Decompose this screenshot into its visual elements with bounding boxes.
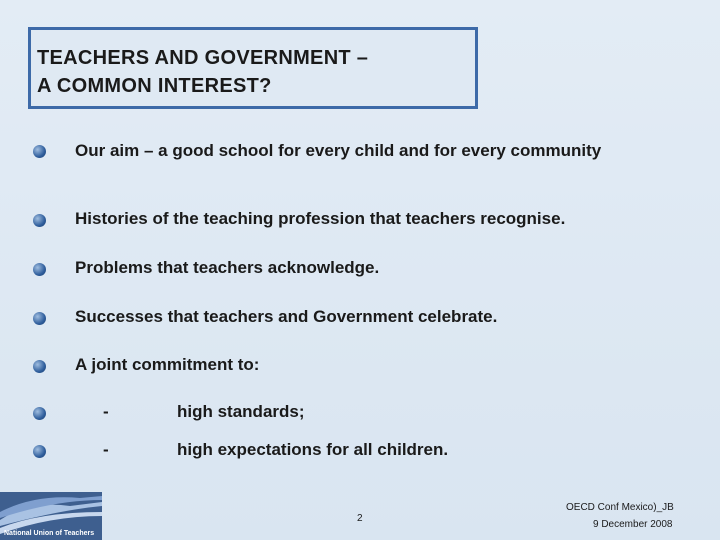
bullet-icon (33, 445, 46, 458)
bullet-text-histories: Histories of the teaching profession that teachers recognise. (75, 209, 566, 228)
title-line-2: A COMMON INTEREST? (37, 75, 272, 97)
bullet-text-aim: Our aim – a good school for every child and for every community (75, 141, 602, 160)
sub-bullet-dash: - (103, 440, 109, 459)
footer-conference: OECD Conf Mexico)_JB (566, 502, 674, 513)
bullet-icon (33, 360, 46, 373)
sub-bullet-dash: - (103, 402, 109, 421)
sub-bullet-text-expectations: high expectations for all children. (177, 440, 449, 459)
title-line-1: TEACHERS AND GOVERNMENT – (37, 47, 369, 69)
bullet-icon (33, 263, 46, 276)
bullet-text-problems: Problems that teachers acknowledge. (75, 258, 380, 277)
bullet-icon (33, 145, 46, 158)
nut-logo (0, 492, 102, 540)
logo-text: National Union of Teachers (4, 530, 95, 537)
title-box (28, 27, 478, 109)
bullet-icon (33, 407, 46, 420)
page-number: 2 (357, 513, 363, 524)
bullet-icon (33, 214, 46, 227)
bullet-text-successes: Successes that teachers and Government celebrate. (75, 307, 498, 326)
bullet-icon (33, 312, 46, 325)
bullet-text-commitment: A joint commitment to: (75, 355, 260, 374)
sub-bullet-text-standards: high standards; (177, 402, 305, 421)
footer-date: 9 December 2008 (593, 519, 673, 530)
